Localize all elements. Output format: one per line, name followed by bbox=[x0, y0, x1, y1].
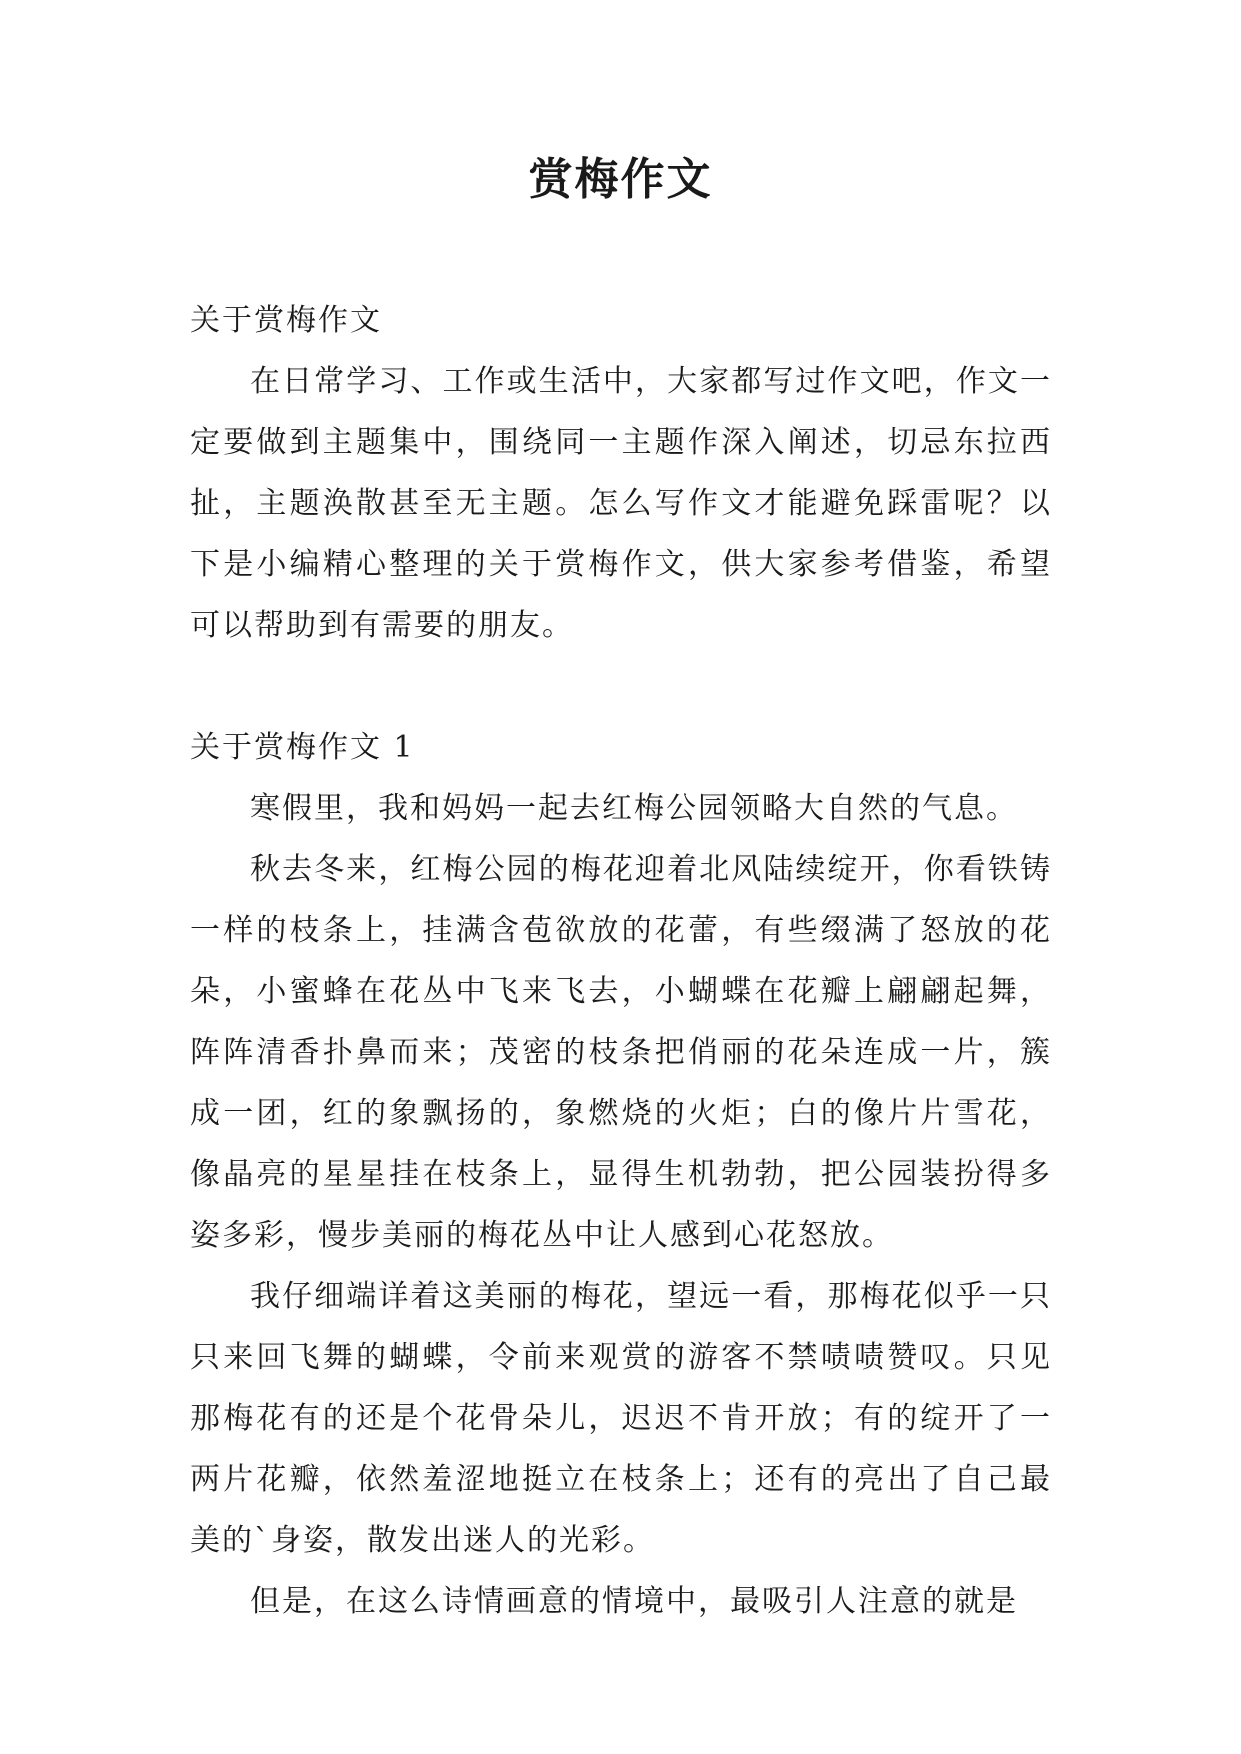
section-spacer bbox=[190, 656, 1052, 717]
intro-paragraph: 在日常学习、工作或生活中，大家都写过作文吧，作文一定要做到主题集中，围绕同一主题作深入阐述，切忌东拉西扯，主题涣散甚至无主题。怎么写作文才能避免踩雷呢？以下是小编精心整理的关于赏梅作文，供大家参考借鉴，希望可以帮助到有需要的朋友。 bbox=[190, 364, 1052, 643]
section-1-paragraph-1: 寒假里，我和妈妈一起去红梅公园领略大自然的气息。 bbox=[250, 791, 1018, 826]
section-1-heading: 关于赏梅作文 1 bbox=[190, 730, 415, 765]
intro-heading: 关于赏梅作文 bbox=[190, 303, 382, 338]
section-1-paragraph-2: 秋去冬来，红梅公园的梅花迎着北风陆续绽开，你看铁铸一样的枝条上，挂满含苞欲放的花蕾，有些缀满了怒放的花朵，小蜜蜂在花丛中飞来飞去，小蝴蝶在花瓣上翩翩起舞，阵阵清香扑鼻而来；茂密的枝条把俏丽的花朵连成一片，簇成一团，红的象飘扬的，象燃烧的火炬；白的像片片雪花，像晶亮的星星挂在枝条上，显得生机勃勃，把公园装扮得多姿多彩，慢步美丽的梅花丛中让人感到心花怒放。 bbox=[190, 852, 1052, 1253]
document-title: 赏梅作文 bbox=[528, 154, 713, 205]
section-1-paragraph-4: 但是，在这么诗情画意的情境中，最吸引人注意的就是 bbox=[250, 1584, 1018, 1619]
section-1-paragraph-3: 我仔细端详着这美丽的梅花，望远一看，那梅花似乎一只只来回飞舞的蝴蝶，令前来观赏的游客不禁啧啧赞叹。只见那梅花有的还是个花骨朵儿，迟迟不肯开放；有的绽开了一两片花瓣，依然羞涩地挺立在枝条上；还有的亮出了自己最美的`身姿，散发出迷人的光彩。 bbox=[190, 1279, 1052, 1558]
document-body bbox=[190, 290, 1052, 1632]
